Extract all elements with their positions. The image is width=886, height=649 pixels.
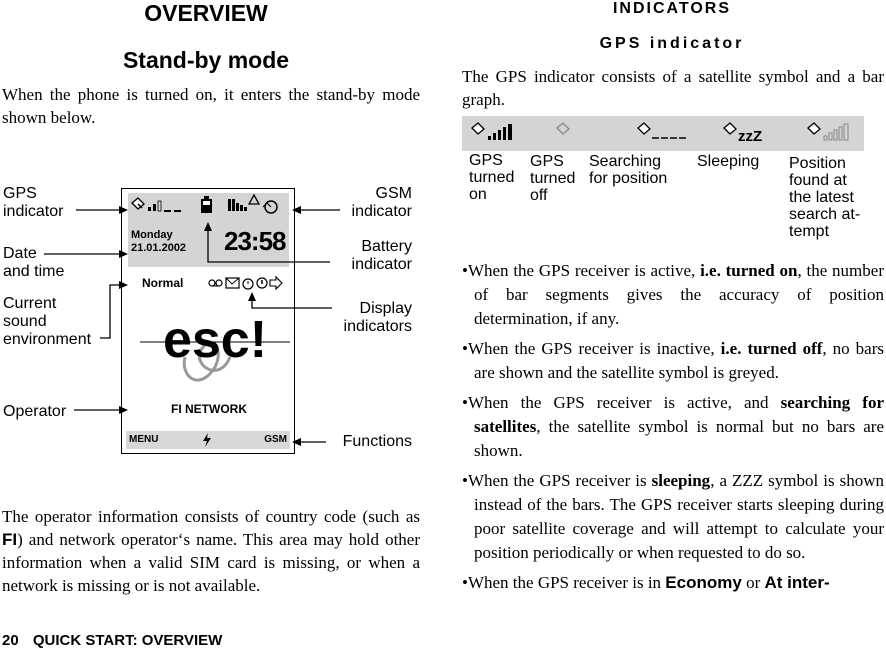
label-battery-indicator: Battery indicator — [351, 238, 412, 273]
footer-title: QUICK START: OVERVIEW — [32, 632, 223, 649]
date-display: Monday 21.01.2002 — [131, 229, 187, 254]
list-item: •When the GPS receiver is inactive, i.e. turned off, no bars are shown and the satellite symbol is greyed. — [462, 339, 884, 382]
gsm-softkey[interactable]: GSM — [264, 434, 287, 445]
gps-bullet-list — [462, 259, 884, 595]
gps-state-icons — [462, 116, 864, 151]
gps-state-sleeping: Sleeping — [697, 153, 760, 170]
list-item: •When the GPS receiver is sleeping, a ZZZ symbol is shown instead of the bars. The GPS receiver starts sleeping during poor satellite coverage and will attempt to calculate your position periodically or when requested to do so. — [462, 471, 884, 562]
label-gps-indicator: GPS indicator — [3, 185, 64, 220]
list-item: •When the GPS receiver is active, and searching for satellites, the satellite symbol is normal but no bars are shown. — [462, 393, 884, 460]
gps-state-off: GPS turned off — [530, 153, 576, 204]
label-gsm-indicator: GSM indicator — [351, 185, 412, 220]
page-footer — [2, 632, 222, 649]
menu-softkey[interactable]: MENU — [129, 434, 159, 445]
sound-profile: Normal — [142, 276, 184, 290]
label-functions: Functions — [342, 433, 412, 450]
gps-indicator-heading: GPS indicator — [599, 35, 745, 52]
operator-paragraph: The operator information consists of country code (such as FI) and network operator‘s name. This area may hold other information when a valid SIM card is missing, or when a network is missing or is not available. — [2, 507, 420, 595]
gps-indicator-strip — [462, 116, 864, 151]
gps-state-searching: Searching for position — [589, 153, 668, 187]
svg-text:zzZ: zzZ — [738, 128, 763, 145]
indicators-heading: INDICATORS — [612, 0, 732, 17]
list-item: •When the GPS receiver is in Economy or At inter- — [462, 573, 830, 592]
page-heading: OVERVIEW — [144, 0, 268, 26]
gps-intro: The GPS indicator consists of a satellite symbol and a bar graph. — [462, 67, 884, 109]
callout-arrows — [0, 0, 440, 500]
intro-paragraph: When the phone is turned on, it enters the stand-by mode shown below. — [2, 85, 420, 127]
label-sound-environment: Current sound environment — [3, 295, 92, 348]
gps-state-position-found: Position found at the latest search at- tempt — [789, 155, 861, 240]
label-operator: Operator — [3, 403, 67, 420]
gps-state-on: GPS turned on — [469, 152, 515, 203]
time-display: 23:58 — [224, 226, 286, 256]
label-display-indicators: Display indicators — [343, 300, 412, 335]
svg-text:esc!: esc! — [162, 311, 268, 369]
label-date-time: Date and time — [3, 245, 65, 280]
page-number: 20 — [2, 632, 19, 649]
network-name: FI NETWORK — [171, 402, 247, 416]
list-item: •When the GPS receiver is active, i.e. turned on, the number of bar segments gives the accuracy of position determination, if any. — [462, 261, 884, 328]
section-heading: Stand-by mode — [122, 47, 290, 73]
